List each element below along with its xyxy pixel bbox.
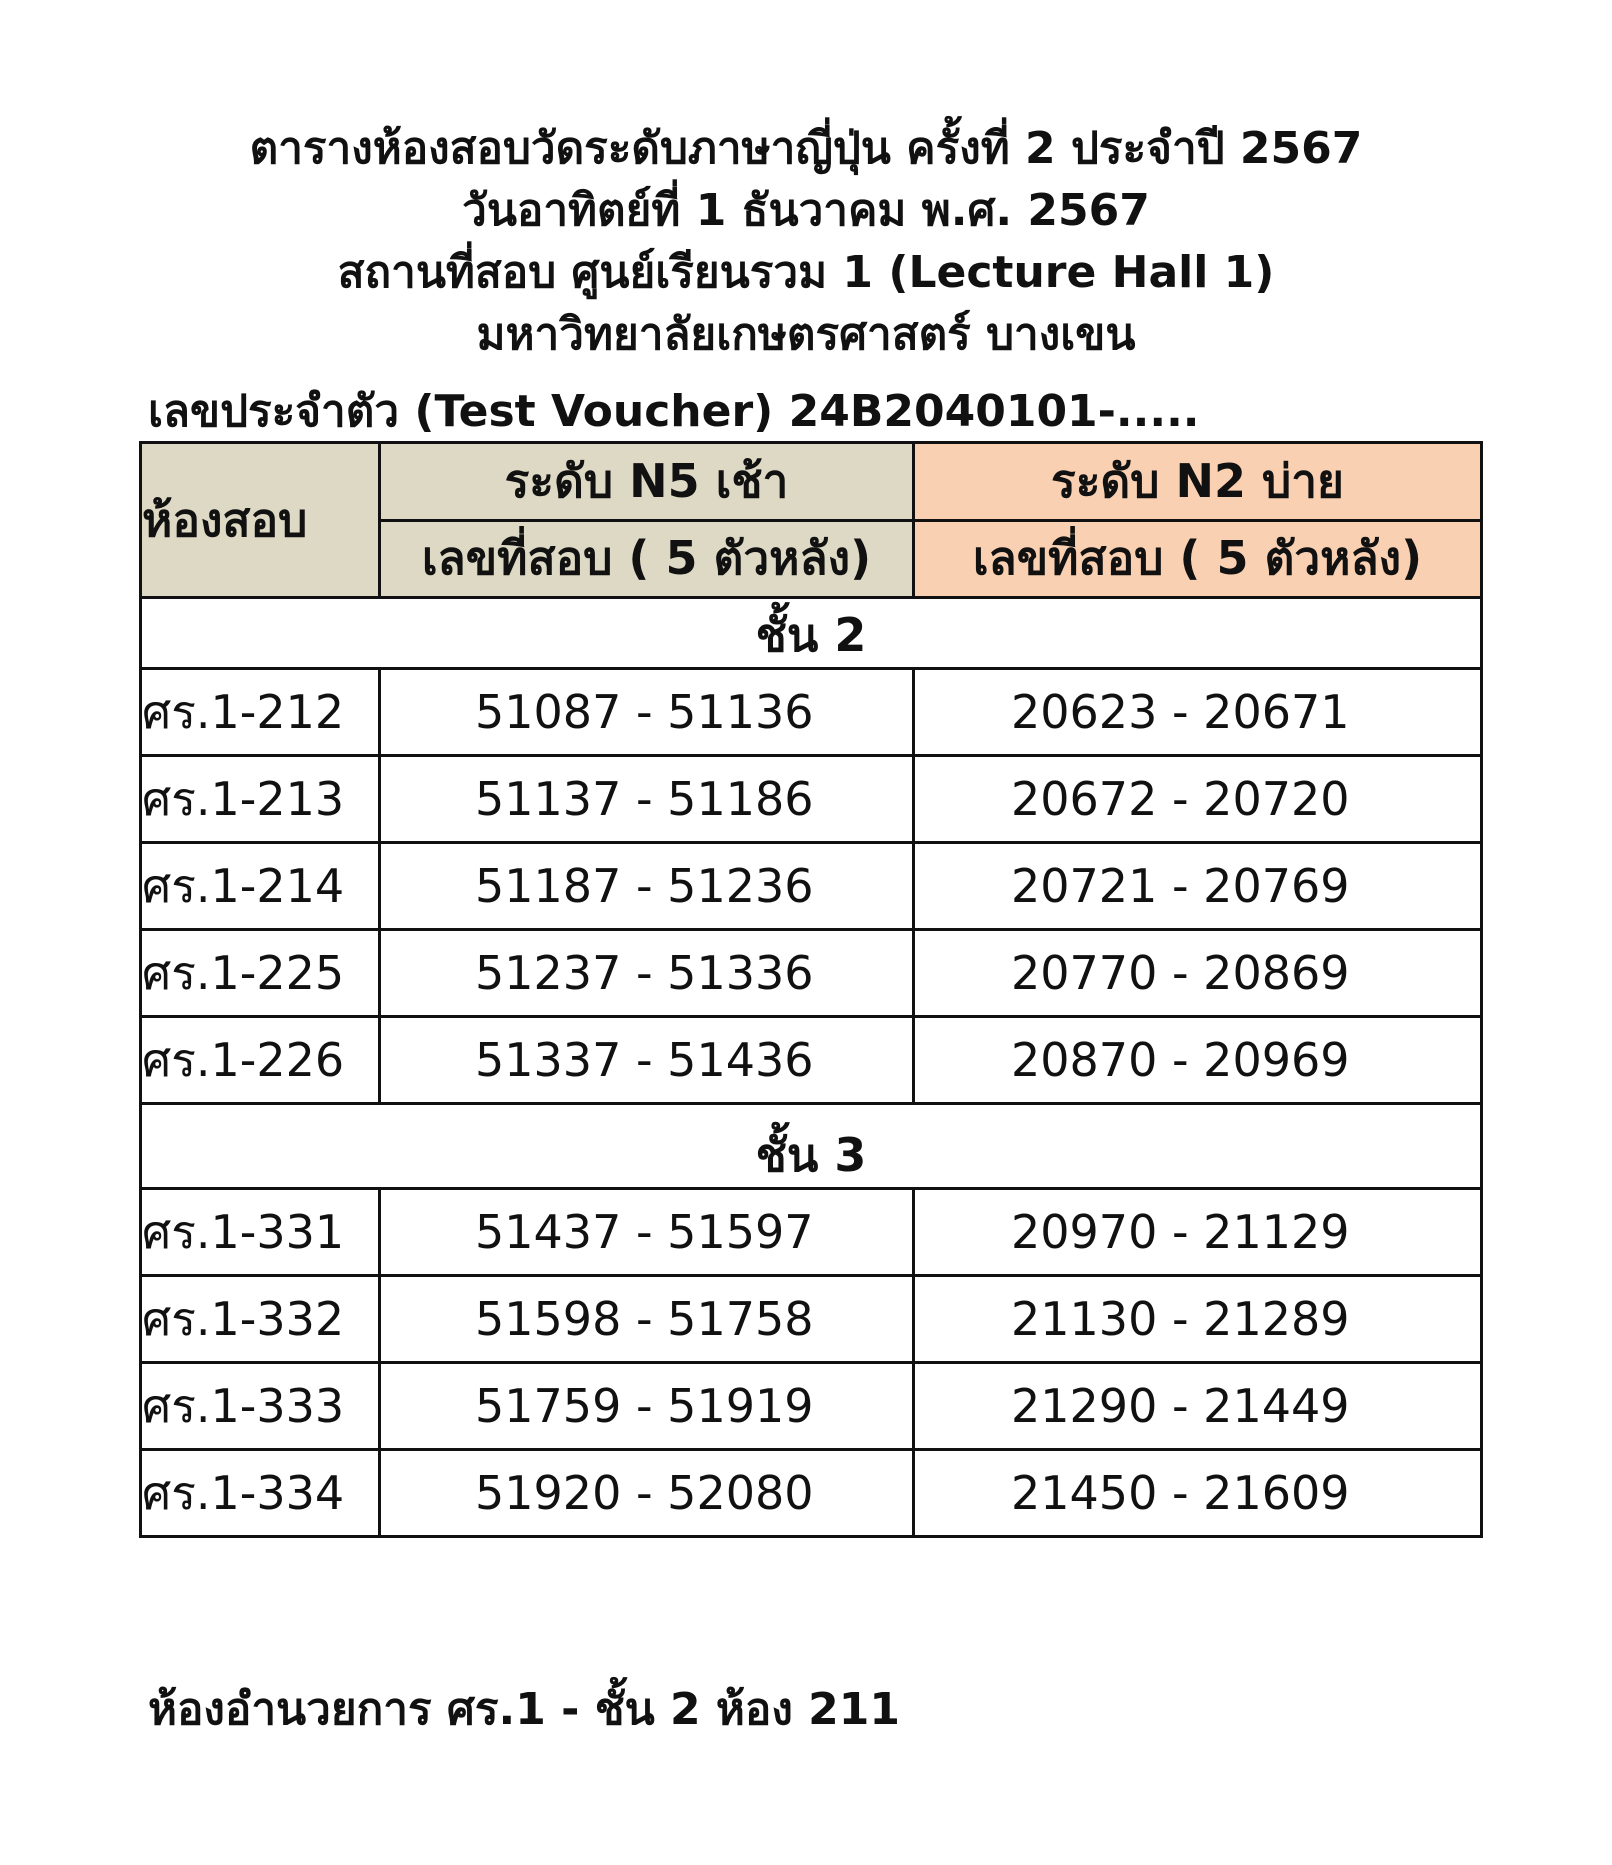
n2-range-cell: 21130 - 21289	[914, 1276, 1482, 1363]
floor-row	[141, 598, 1482, 669]
n5-range-cell: 51759 - 51919	[380, 1363, 914, 1450]
table-row	[141, 1189, 1482, 1276]
floor-label: ชั้น 3	[141, 1104, 1482, 1189]
n2-range-cell: 20970 - 21129	[914, 1189, 1482, 1276]
room-cell: ศร.1-334	[141, 1450, 380, 1537]
table-row	[141, 1450, 1482, 1537]
n2-range-cell: 20672 - 20720	[914, 756, 1482, 843]
room-column-header: ห้องสอบ	[141, 443, 380, 598]
n5-range-cell: 51087 - 51136	[380, 669, 914, 756]
n5-number-subheader: เลขที่สอบ ( 5 ตัวหลัง)	[380, 520, 914, 598]
table-row	[141, 669, 1482, 756]
n2-range-cell: 20770 - 20869	[914, 930, 1482, 1017]
table-row	[141, 1017, 1482, 1104]
room-cell: ศร.1-214	[141, 843, 380, 930]
room-cell: ศร.1-213	[141, 756, 380, 843]
table-row	[141, 843, 1482, 930]
n2-range-cell: 20623 - 20671	[914, 669, 1482, 756]
n5-range-cell: 51920 - 52080	[380, 1450, 914, 1537]
control-room-note: ห้องอำนวยการ ศร.1 - ชั้น 2 ห้อง 211	[148, 1684, 900, 1735]
n5-range-cell: 51437 - 51597	[380, 1189, 914, 1276]
table-header-row	[141, 443, 1482, 521]
exam-date: วันอาทิตย์ที่ 1 ธันวาคม พ.ศ. 2567	[462, 185, 1150, 236]
n2-number-subheader: เลขที่สอบ ( 5 ตัวหลัง)	[914, 520, 1482, 598]
document-header	[0, 118, 1612, 366]
table-row	[141, 1363, 1482, 1450]
n2-range-cell: 20721 - 20769	[914, 843, 1482, 930]
floor-row	[141, 1104, 1482, 1189]
university-name: มหาวิทยาลัยเกษตรศาสตร์ บางเขน	[476, 309, 1136, 360]
document-title: ตารางห้องสอบวัดระดับภาษาญี่ปุ่น ครั้งที่ 2 ประจำปี 2567	[249, 123, 1363, 174]
room-cell: ศร.1-226	[141, 1017, 380, 1104]
n5-range-cell: 51598 - 51758	[380, 1276, 914, 1363]
n5-range-cell: 51237 - 51336	[380, 930, 914, 1017]
n2-range-cell: 21290 - 21449	[914, 1363, 1482, 1450]
table-row	[141, 756, 1482, 843]
n5-range-cell: 51337 - 51436	[380, 1017, 914, 1104]
n5-range-cell: 51187 - 51236	[380, 843, 914, 930]
n2-range-cell: 21450 - 21609	[914, 1450, 1482, 1537]
n5-column-header: ระดับ N5 เช้า	[380, 443, 914, 521]
floor-label: ชั้น 2	[141, 598, 1482, 669]
n5-range-cell: 51137 - 51186	[380, 756, 914, 843]
exam-venue: สถานที่สอบ ศูนย์เรียนรวม 1 (Lecture Hall 1)	[337, 247, 1275, 298]
room-cell: ศร.1-225	[141, 930, 380, 1017]
room-cell: ศร.1-333	[141, 1363, 380, 1450]
room-cell: ศร.1-332	[141, 1276, 380, 1363]
table-row	[141, 1276, 1482, 1363]
room-cell: ศร.1-212	[141, 669, 380, 756]
exam-room-table	[139, 441, 1483, 1538]
table-row	[141, 930, 1482, 1017]
n2-column-header: ระดับ N2 บ่าย	[914, 443, 1482, 521]
voucher-label: เลขประจำตัว (Test Voucher) 24B2040101-.....	[148, 386, 1200, 437]
room-cell: ศร.1-331	[141, 1189, 380, 1276]
n2-range-cell: 20870 - 20969	[914, 1017, 1482, 1104]
